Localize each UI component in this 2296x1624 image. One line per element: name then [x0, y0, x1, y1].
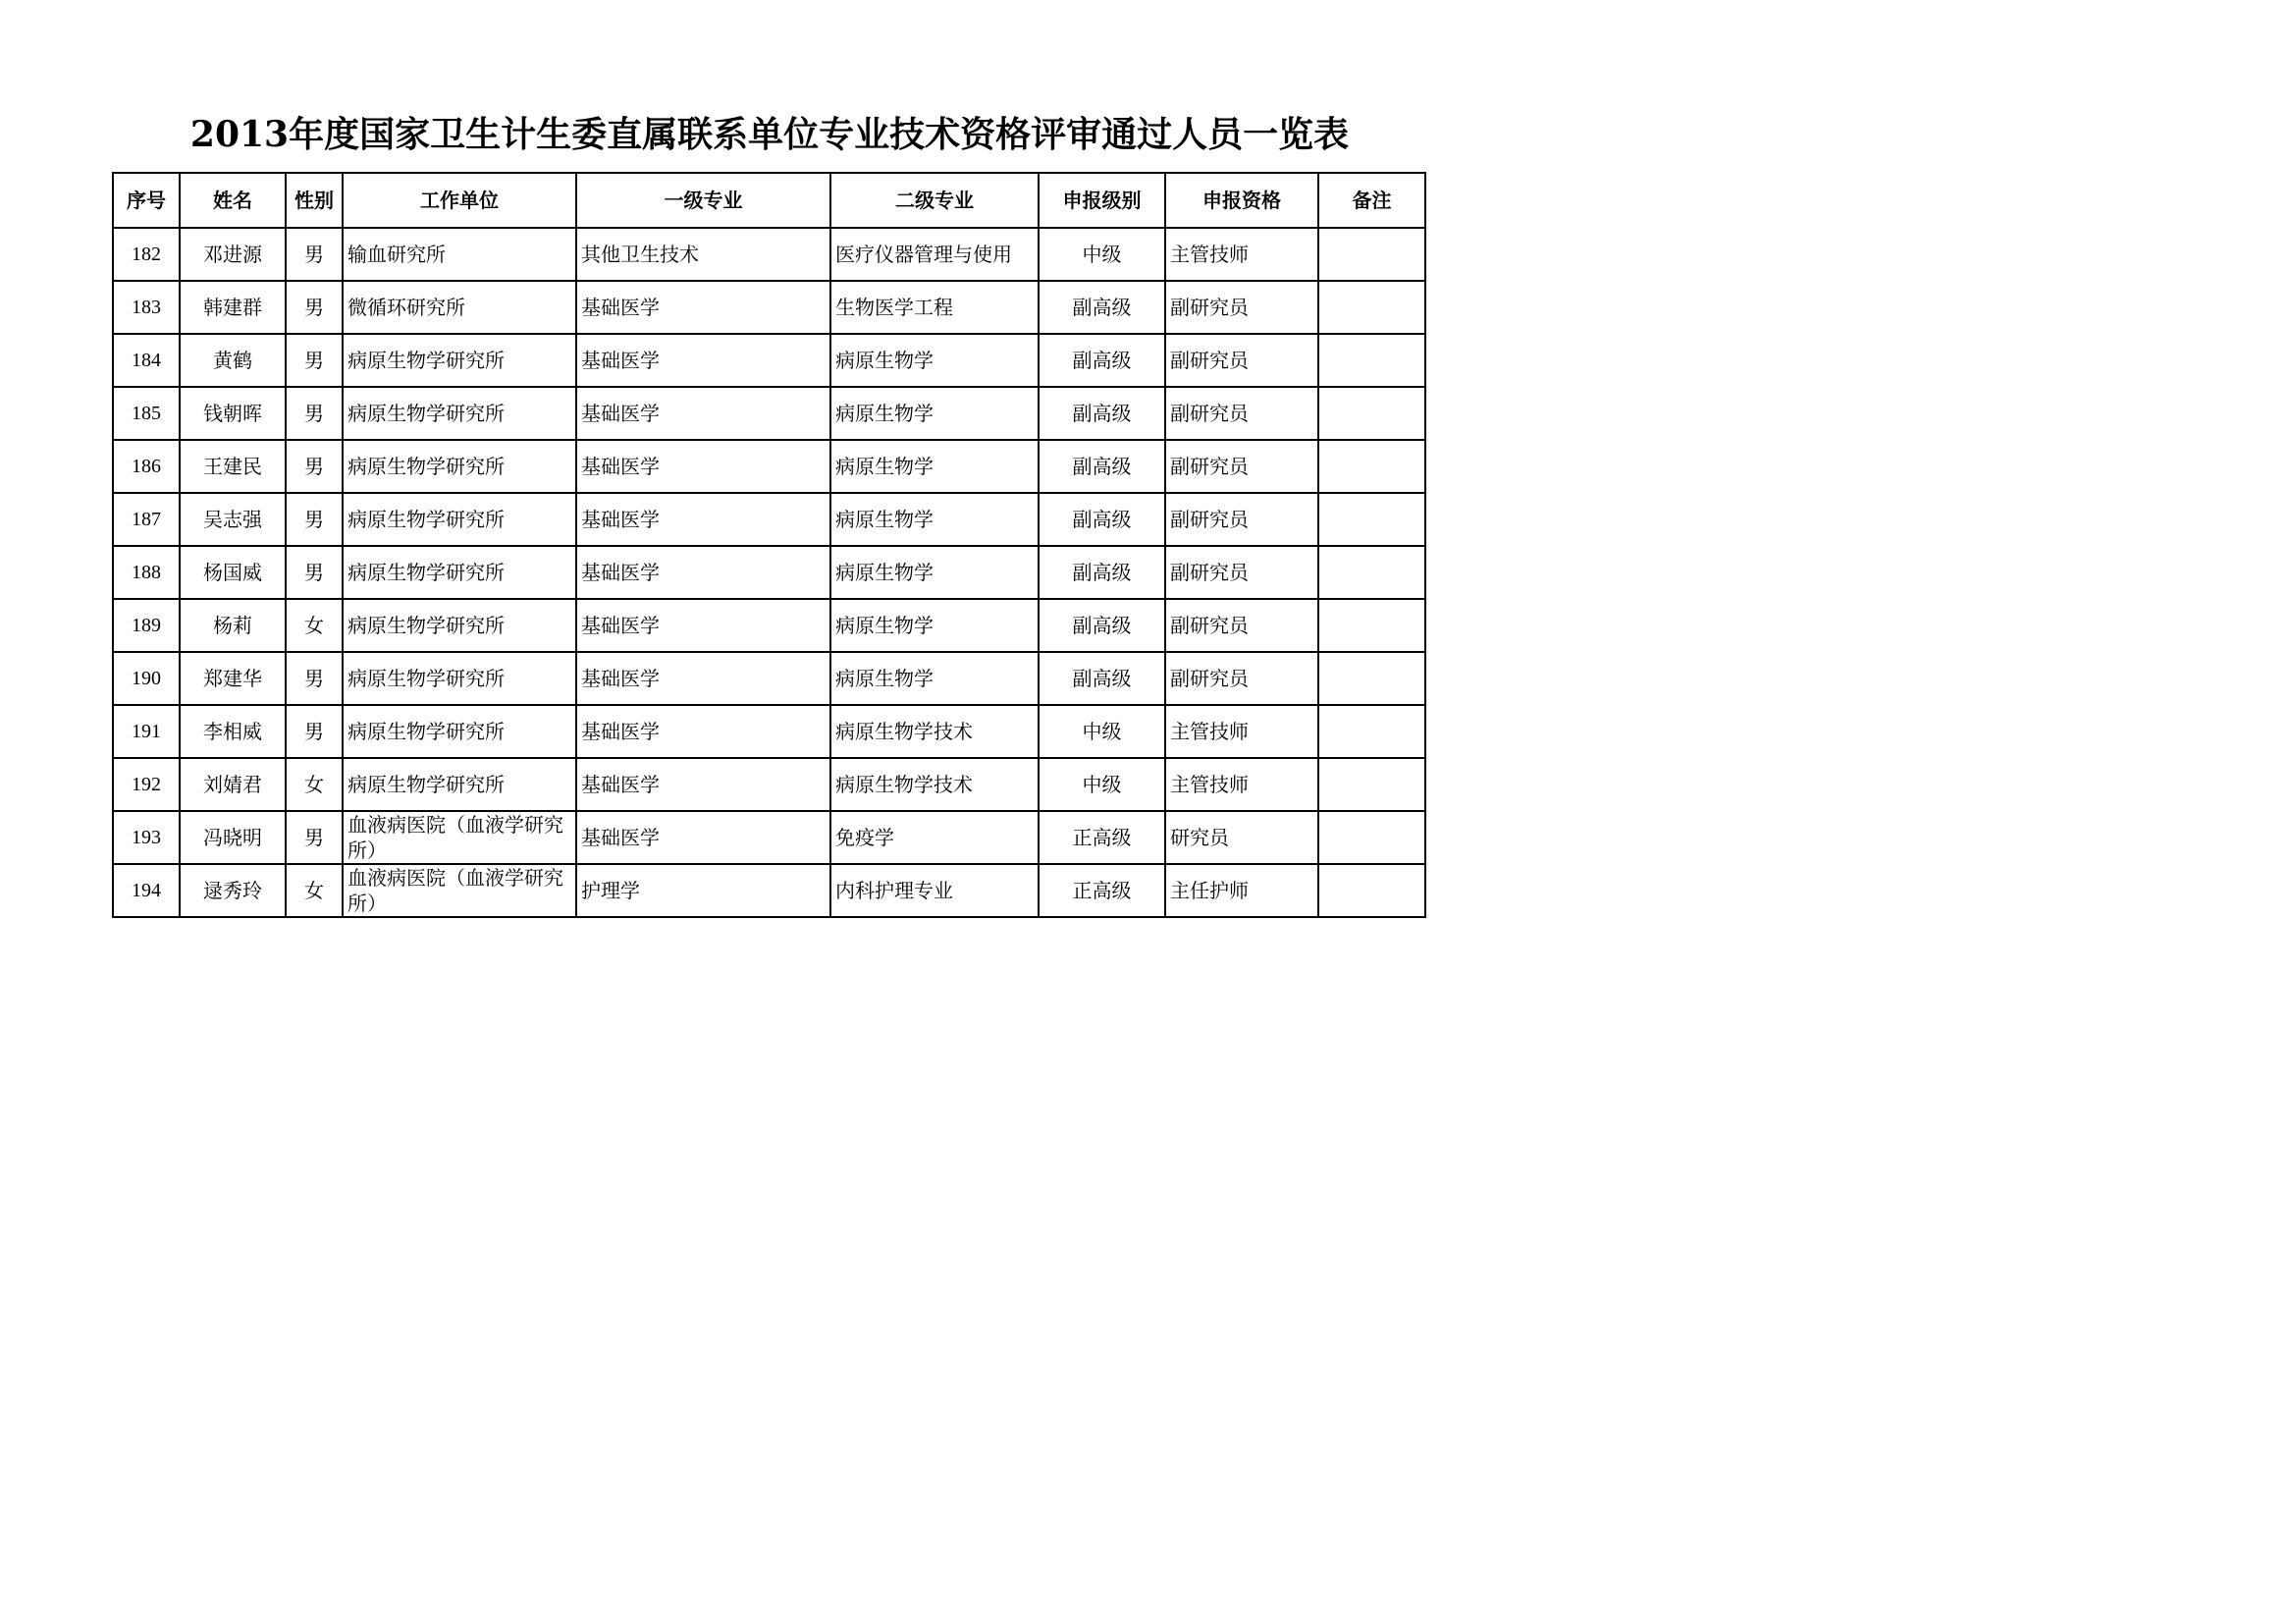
cell-qualification: 副研究员 — [1165, 387, 1318, 440]
cell-unit: 病原生物学研究所 — [343, 705, 576, 758]
personnel-table — [112, 172, 1426, 918]
cell-no: 187 — [113, 493, 180, 546]
cell-major2: 病原生物学 — [830, 652, 1039, 705]
table-row — [113, 281, 1425, 334]
table-row — [113, 546, 1425, 599]
cell-name: 黄鹤 — [180, 334, 286, 387]
cell-major1: 基础医学 — [576, 334, 830, 387]
cell-no: 182 — [113, 228, 180, 281]
cell-major2: 病原生物学 — [830, 546, 1039, 599]
cell-major1: 其他卫生技术 — [576, 228, 830, 281]
table-row — [113, 228, 1425, 281]
header-major1: 一级专业 — [576, 173, 830, 228]
table-row — [113, 387, 1425, 440]
cell-name: 李相威 — [180, 705, 286, 758]
cell-name: 杨莉 — [180, 599, 286, 652]
cell-major2: 病原生物学技术 — [830, 758, 1039, 811]
cell-remark — [1318, 599, 1425, 652]
cell-major2: 病原生物学技术 — [830, 705, 1039, 758]
cell-gender: 男 — [286, 281, 343, 334]
header-level: 申报级别 — [1039, 173, 1165, 228]
cell-remark — [1318, 387, 1425, 440]
cell-level: 副高级 — [1039, 387, 1165, 440]
cell-gender: 男 — [286, 705, 343, 758]
cell-remark — [1318, 758, 1425, 811]
cell-remark — [1318, 705, 1425, 758]
cell-unit: 病原生物学研究所 — [343, 387, 576, 440]
document-title: 2013年度国家卫生计生委直属联系单位专业技术资格评审通过人员一览表 — [189, 114, 1350, 155]
cell-no: 188 — [113, 546, 180, 599]
cell-qualification: 主管技师 — [1165, 705, 1318, 758]
cell-level: 正高级 — [1039, 864, 1165, 917]
cell-level: 副高级 — [1039, 281, 1165, 334]
cell-remark — [1318, 864, 1425, 917]
table-row — [113, 811, 1425, 864]
table-row — [113, 652, 1425, 705]
cell-qualification: 主管技师 — [1165, 758, 1318, 811]
cell-name: 郑建华 — [180, 652, 286, 705]
cell-qualification: 主任护师 — [1165, 864, 1318, 917]
cell-gender: 男 — [286, 546, 343, 599]
cell-unit: 病原生物学研究所 — [343, 440, 576, 493]
cell-name: 钱朝晖 — [180, 387, 286, 440]
cell-unit: 病原生物学研究所 — [343, 493, 576, 546]
cell-level: 副高级 — [1039, 599, 1165, 652]
cell-gender: 男 — [286, 387, 343, 440]
cell-unit: 血液病医院（血液学研究所） — [343, 864, 576, 917]
cell-qualification: 主管技师 — [1165, 228, 1318, 281]
cell-unit: 输血研究所 — [343, 228, 576, 281]
cell-no: 193 — [113, 811, 180, 864]
cell-no: 190 — [113, 652, 180, 705]
cell-unit: 病原生物学研究所 — [343, 652, 576, 705]
cell-unit: 病原生物学研究所 — [343, 758, 576, 811]
cell-no: 186 — [113, 440, 180, 493]
cell-major2: 生物医学工程 — [830, 281, 1039, 334]
table-row — [113, 440, 1425, 493]
cell-name: 刘婧君 — [180, 758, 286, 811]
cell-remark — [1318, 811, 1425, 864]
cell-gender: 男 — [286, 440, 343, 493]
cell-major2: 病原生物学 — [830, 334, 1039, 387]
cell-level: 正高级 — [1039, 811, 1165, 864]
cell-no: 191 — [113, 705, 180, 758]
cell-unit: 血液病医院（血液学研究所） — [343, 811, 576, 864]
cell-gender: 男 — [286, 334, 343, 387]
cell-name: 韩建群 — [180, 281, 286, 334]
cell-level: 中级 — [1039, 705, 1165, 758]
cell-qualification: 副研究员 — [1165, 440, 1318, 493]
cell-major1: 护理学 — [576, 864, 830, 917]
table-row — [113, 599, 1425, 652]
cell-level: 副高级 — [1039, 334, 1165, 387]
cell-name: 王建民 — [180, 440, 286, 493]
table-row — [113, 758, 1425, 811]
cell-qualification: 副研究员 — [1165, 652, 1318, 705]
cell-major1: 基础医学 — [576, 811, 830, 864]
header-name: 姓名 — [180, 173, 286, 228]
cell-gender: 女 — [286, 864, 343, 917]
cell-major2: 内科护理专业 — [830, 864, 1039, 917]
cell-level: 中级 — [1039, 228, 1165, 281]
cell-major1: 基础医学 — [576, 281, 830, 334]
cell-major1: 基础医学 — [576, 705, 830, 758]
cell-major1: 基础医学 — [576, 546, 830, 599]
cell-major2: 病原生物学 — [830, 387, 1039, 440]
cell-name: 逯秀玲 — [180, 864, 286, 917]
cell-major1: 基础医学 — [576, 493, 830, 546]
cell-name: 杨国威 — [180, 546, 286, 599]
table-row — [113, 705, 1425, 758]
cell-major1: 基础医学 — [576, 758, 830, 811]
cell-no: 185 — [113, 387, 180, 440]
cell-gender: 女 — [286, 599, 343, 652]
cell-unit: 微循环研究所 — [343, 281, 576, 334]
cell-qualification: 副研究员 — [1165, 281, 1318, 334]
cell-major1: 基础医学 — [576, 387, 830, 440]
cell-remark — [1318, 493, 1425, 546]
cell-major2: 病原生物学 — [830, 599, 1039, 652]
cell-major1: 基础医学 — [576, 440, 830, 493]
cell-no: 189 — [113, 599, 180, 652]
cell-qualification: 副研究员 — [1165, 599, 1318, 652]
header-no: 序号 — [113, 173, 180, 228]
header-major2: 二级专业 — [830, 173, 1039, 228]
cell-no: 194 — [113, 864, 180, 917]
cell-unit: 病原生物学研究所 — [343, 546, 576, 599]
cell-qualification: 研究员 — [1165, 811, 1318, 864]
table-row — [113, 864, 1425, 917]
cell-level: 中级 — [1039, 758, 1165, 811]
cell-unit: 病原生物学研究所 — [343, 599, 576, 652]
cell-major2: 医疗仪器管理与使用 — [830, 228, 1039, 281]
cell-major1: 基础医学 — [576, 652, 830, 705]
cell-level: 副高级 — [1039, 440, 1165, 493]
cell-qualification: 副研究员 — [1165, 334, 1318, 387]
cell-remark — [1318, 546, 1425, 599]
cell-qualification: 副研究员 — [1165, 493, 1318, 546]
cell-remark — [1318, 652, 1425, 705]
cell-no: 183 — [113, 281, 180, 334]
header-remark: 备注 — [1318, 173, 1425, 228]
cell-qualification: 副研究员 — [1165, 546, 1318, 599]
cell-major2: 免疫学 — [830, 811, 1039, 864]
cell-unit: 病原生物学研究所 — [343, 334, 576, 387]
cell-gender: 女 — [286, 758, 343, 811]
cell-remark — [1318, 440, 1425, 493]
cell-level: 副高级 — [1039, 493, 1165, 546]
cell-remark — [1318, 281, 1425, 334]
header-qualification: 申报资格 — [1165, 173, 1318, 228]
table-header-row — [113, 173, 1425, 228]
cell-gender: 男 — [286, 652, 343, 705]
cell-remark — [1318, 334, 1425, 387]
cell-gender: 男 — [286, 811, 343, 864]
cell-remark — [1318, 228, 1425, 281]
cell-major2: 病原生物学 — [830, 493, 1039, 546]
cell-name: 冯晓明 — [180, 811, 286, 864]
header-unit: 工作单位 — [343, 173, 576, 228]
cell-gender: 男 — [286, 493, 343, 546]
cell-gender: 男 — [286, 228, 343, 281]
header-gender: 性别 — [286, 173, 343, 228]
cell-name: 邓进源 — [180, 228, 286, 281]
table-row — [113, 493, 1425, 546]
cell-level: 副高级 — [1039, 652, 1165, 705]
cell-major1: 基础医学 — [576, 599, 830, 652]
cell-major2: 病原生物学 — [830, 440, 1039, 493]
table-row — [113, 334, 1425, 387]
cell-level: 副高级 — [1039, 546, 1165, 599]
cell-name: 吴志强 — [180, 493, 286, 546]
cell-no: 192 — [113, 758, 180, 811]
cell-no: 184 — [113, 334, 180, 387]
